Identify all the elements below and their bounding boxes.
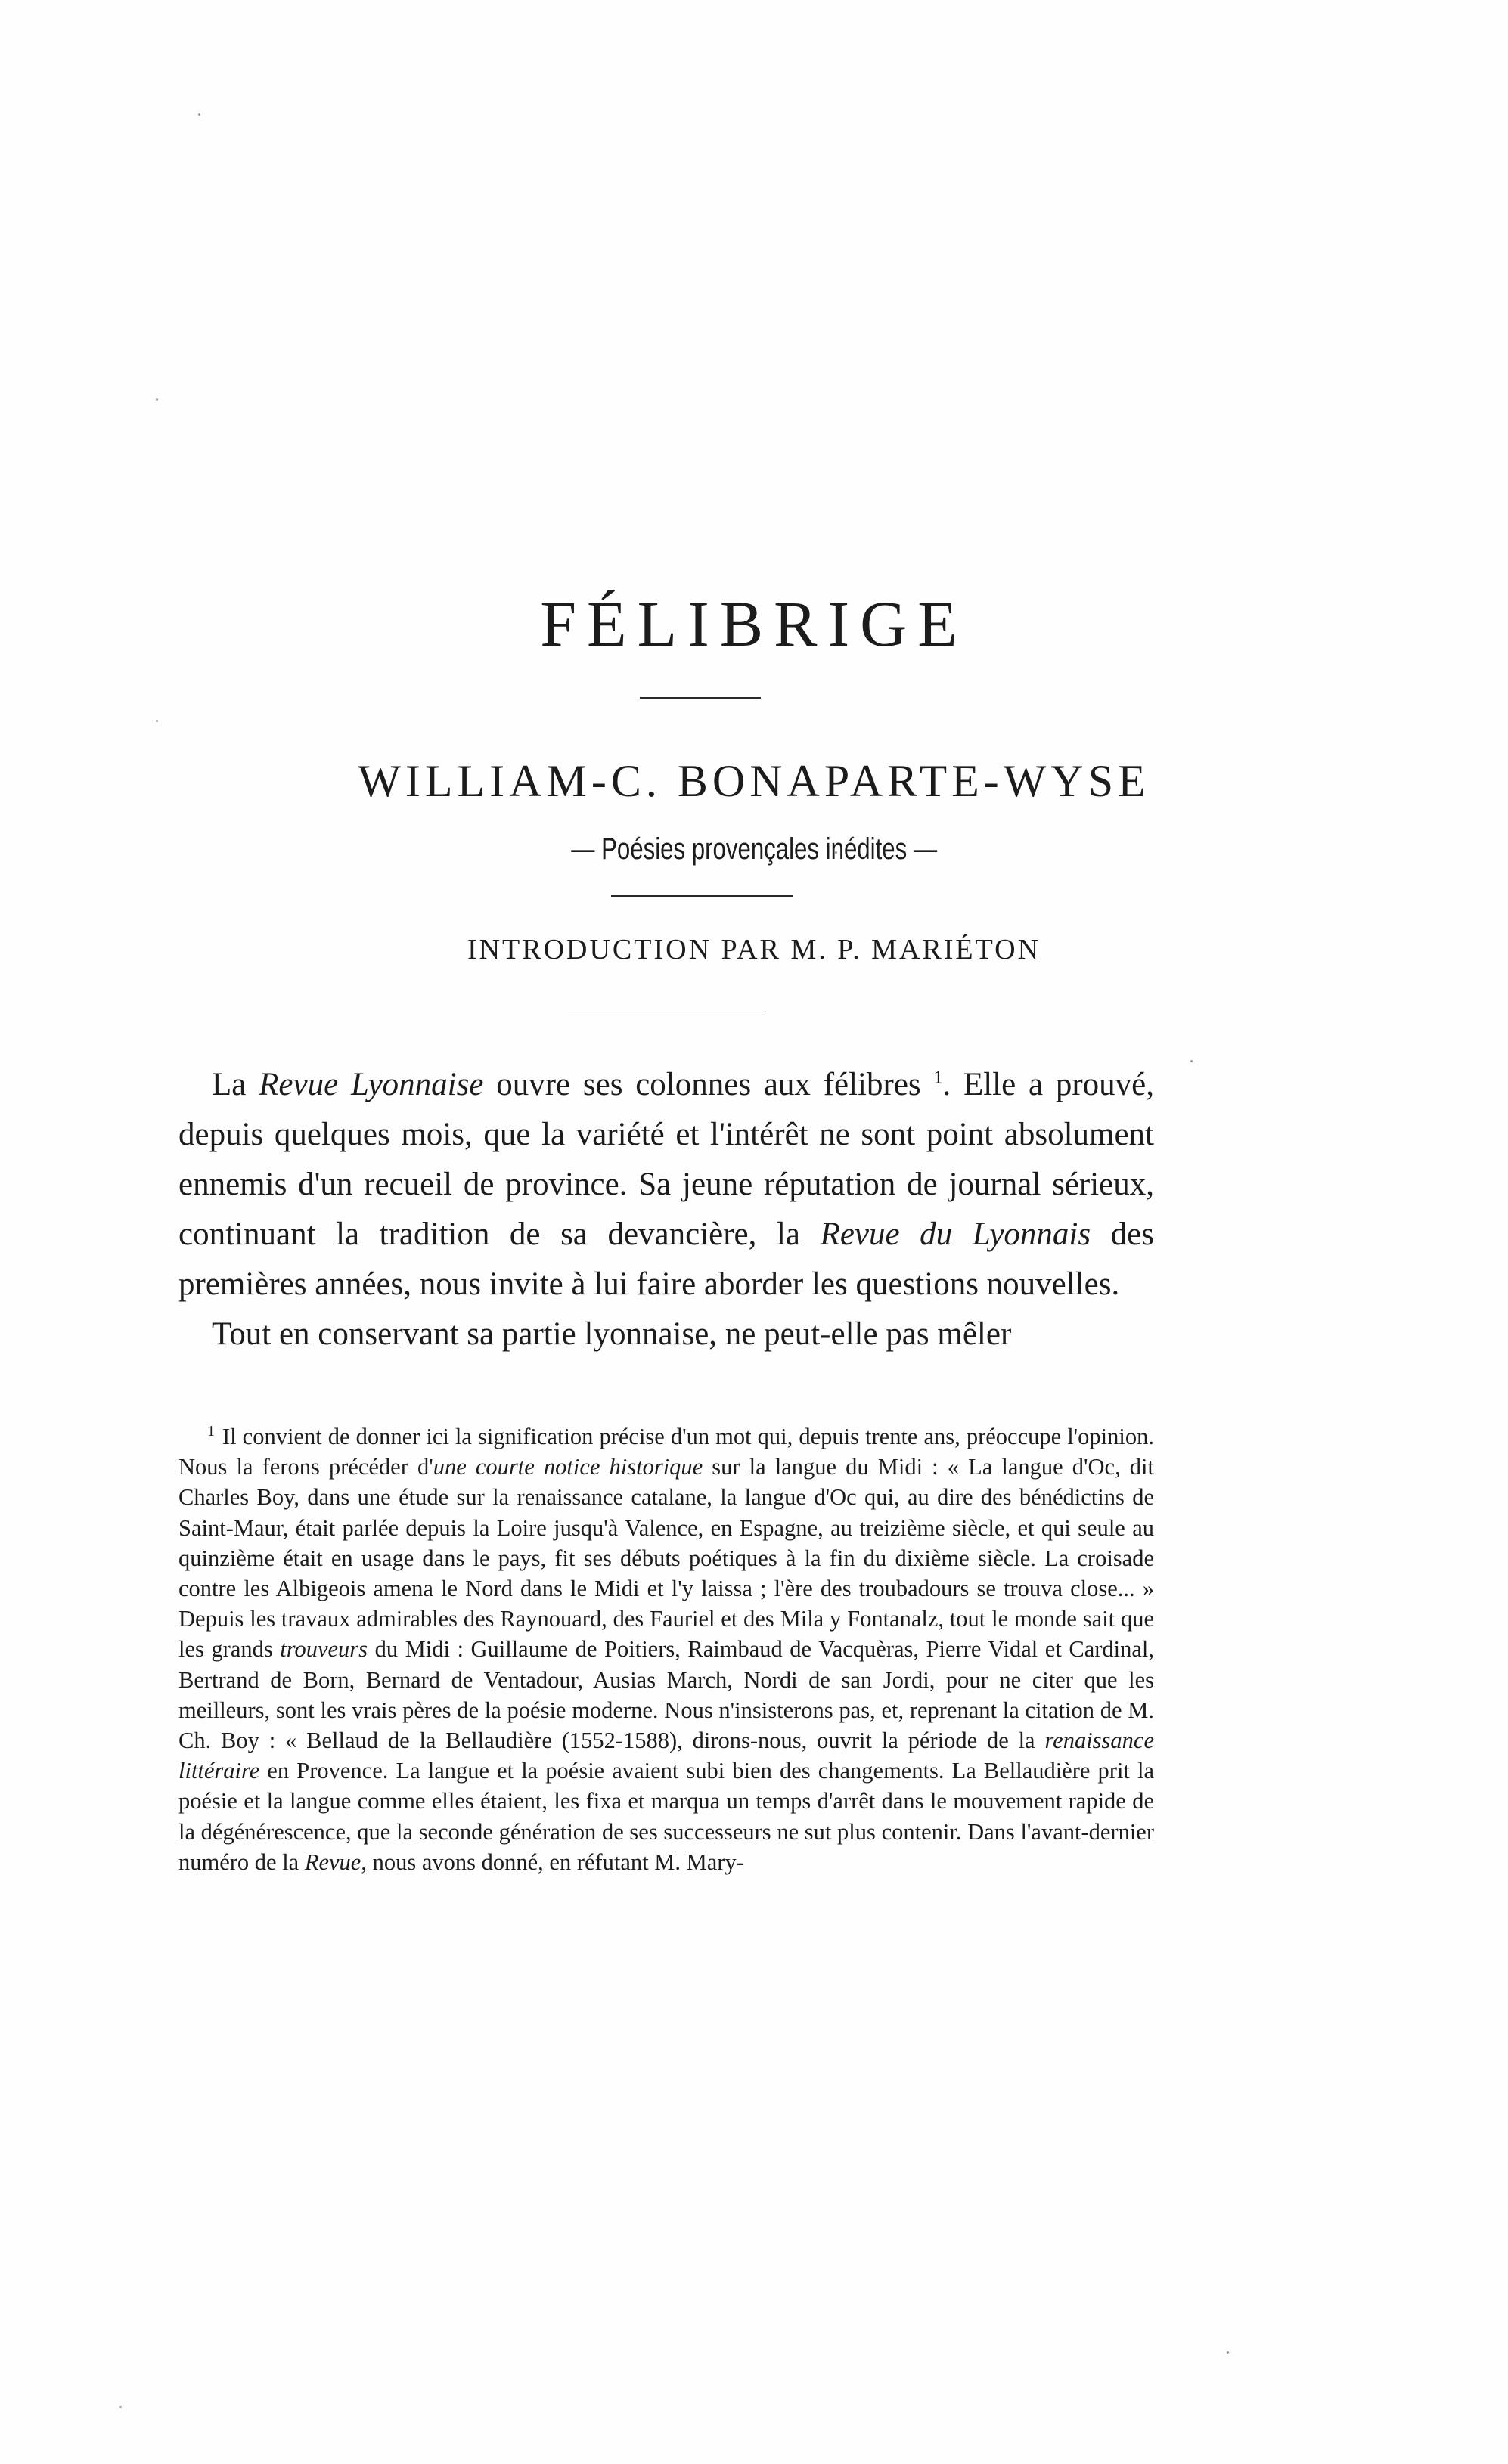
paper-speck xyxy=(1190,1060,1193,1062)
paper-speck xyxy=(1227,2351,1229,2354)
paper-speck xyxy=(156,720,158,722)
journal-title: Revue Lyonnaise xyxy=(259,1067,484,1102)
body-text xyxy=(178,1060,1154,1359)
title-rule xyxy=(640,697,761,699)
paper-speck xyxy=(119,2406,122,2408)
footnote-paragraph: $^1$ Il convient de donner ici la signification précise d'un mot qui, depuis trente ans, préoccupe l'opinion. Nous la ferons précéder d'une courte notice historique sur la langue du Midi : « La langue d'Oc, dit Charles Boy, dans une étude sur la renaissance catalane, la langue d'Oc qui, au dire des bénédictins de Saint-Maur, était parlée depuis la Loire jusqu'à Valence, en Espagne, au treizième siècle, et qui seule au quinzième était en usage dans le pays, fit ses débuts poétiques à la fin du dixième siècle. La croisade contre les Albigeois amena le Nord dans le Midi et l'y laissa ; l'ère des troubadours se trouva close... » Depuis les travaux admirables des Raynouard, des Fauriel et des Mila y Fontanalz, tout le monde sait que les grands trouveurs du Midi : Guillaume de Poitiers, Raimbaud de Vacquèras, Pierre Vidal et Cardinal, Bertrand de Born, Bernard de Ventadour, Ausias March, Nordi de san Jordi, pour ne citer que les meilleurs, sont les vrais pères de la poésie moderne. Nous n'insisterons pas, et, reprenant la citation de M. Ch. Boy : « Bellaud de la Bellaudière (1552-1588), dirons-nous, ouvrit la période de la renaissance littéraire en Provence. La langue et la poésie avaient subi bien des changements. La Bellaudière prit la poésie et la langue comme elles étaient, les fixa et marqua un temps d'arrêt dans le mouvement rapide de la dégénérescence, que la seconde génération de ses successeurs ne sut plus contenir. Dans l'avant-dernier numéro de la Revue, nous avons donné, en réfutant M. Mary- xyxy=(178,1422,1154,1875)
footnote-reference: 1 xyxy=(933,1068,943,1088)
footnote xyxy=(178,1421,1154,1877)
document-title: FÉLIBRIGE xyxy=(540,587,968,660)
paragraph: Tout en conservant sa partie lyonnaise, ne peut-elle pas mêler xyxy=(212,1316,1012,1352)
author-heading: WILLIAM-C. BONAPARTE-WYSE xyxy=(358,756,1150,806)
subtitle-text: — Poésies provençales inédites — xyxy=(571,832,937,866)
journal-title: Revue du Lyonnais xyxy=(820,1217,1091,1252)
paper-speck xyxy=(156,398,158,401)
paragraph: La Revue Lyonnaise ouvre ses colonnes aux félibres $^1$. Elle a prouvé, depuis quelques mois, que la variété et l'intérêt ne sont point absolument ennemis d'un recueil de province. Sa jeune réputation de journal sérieux, continuant la tradition de sa devancière, la Revue du Lyonnais des premières années, nous invite à lui faire aborder les questions nouvelles. xyxy=(178,1067,1154,1302)
subtitle-rule xyxy=(611,895,793,897)
footnote-mark: 1 xyxy=(207,1422,215,1440)
paper-speck xyxy=(198,113,200,116)
introduction-line: INTRODUCTION PAR M. P. MARIÉTON xyxy=(467,934,1041,965)
subtitle xyxy=(0,830,1508,868)
